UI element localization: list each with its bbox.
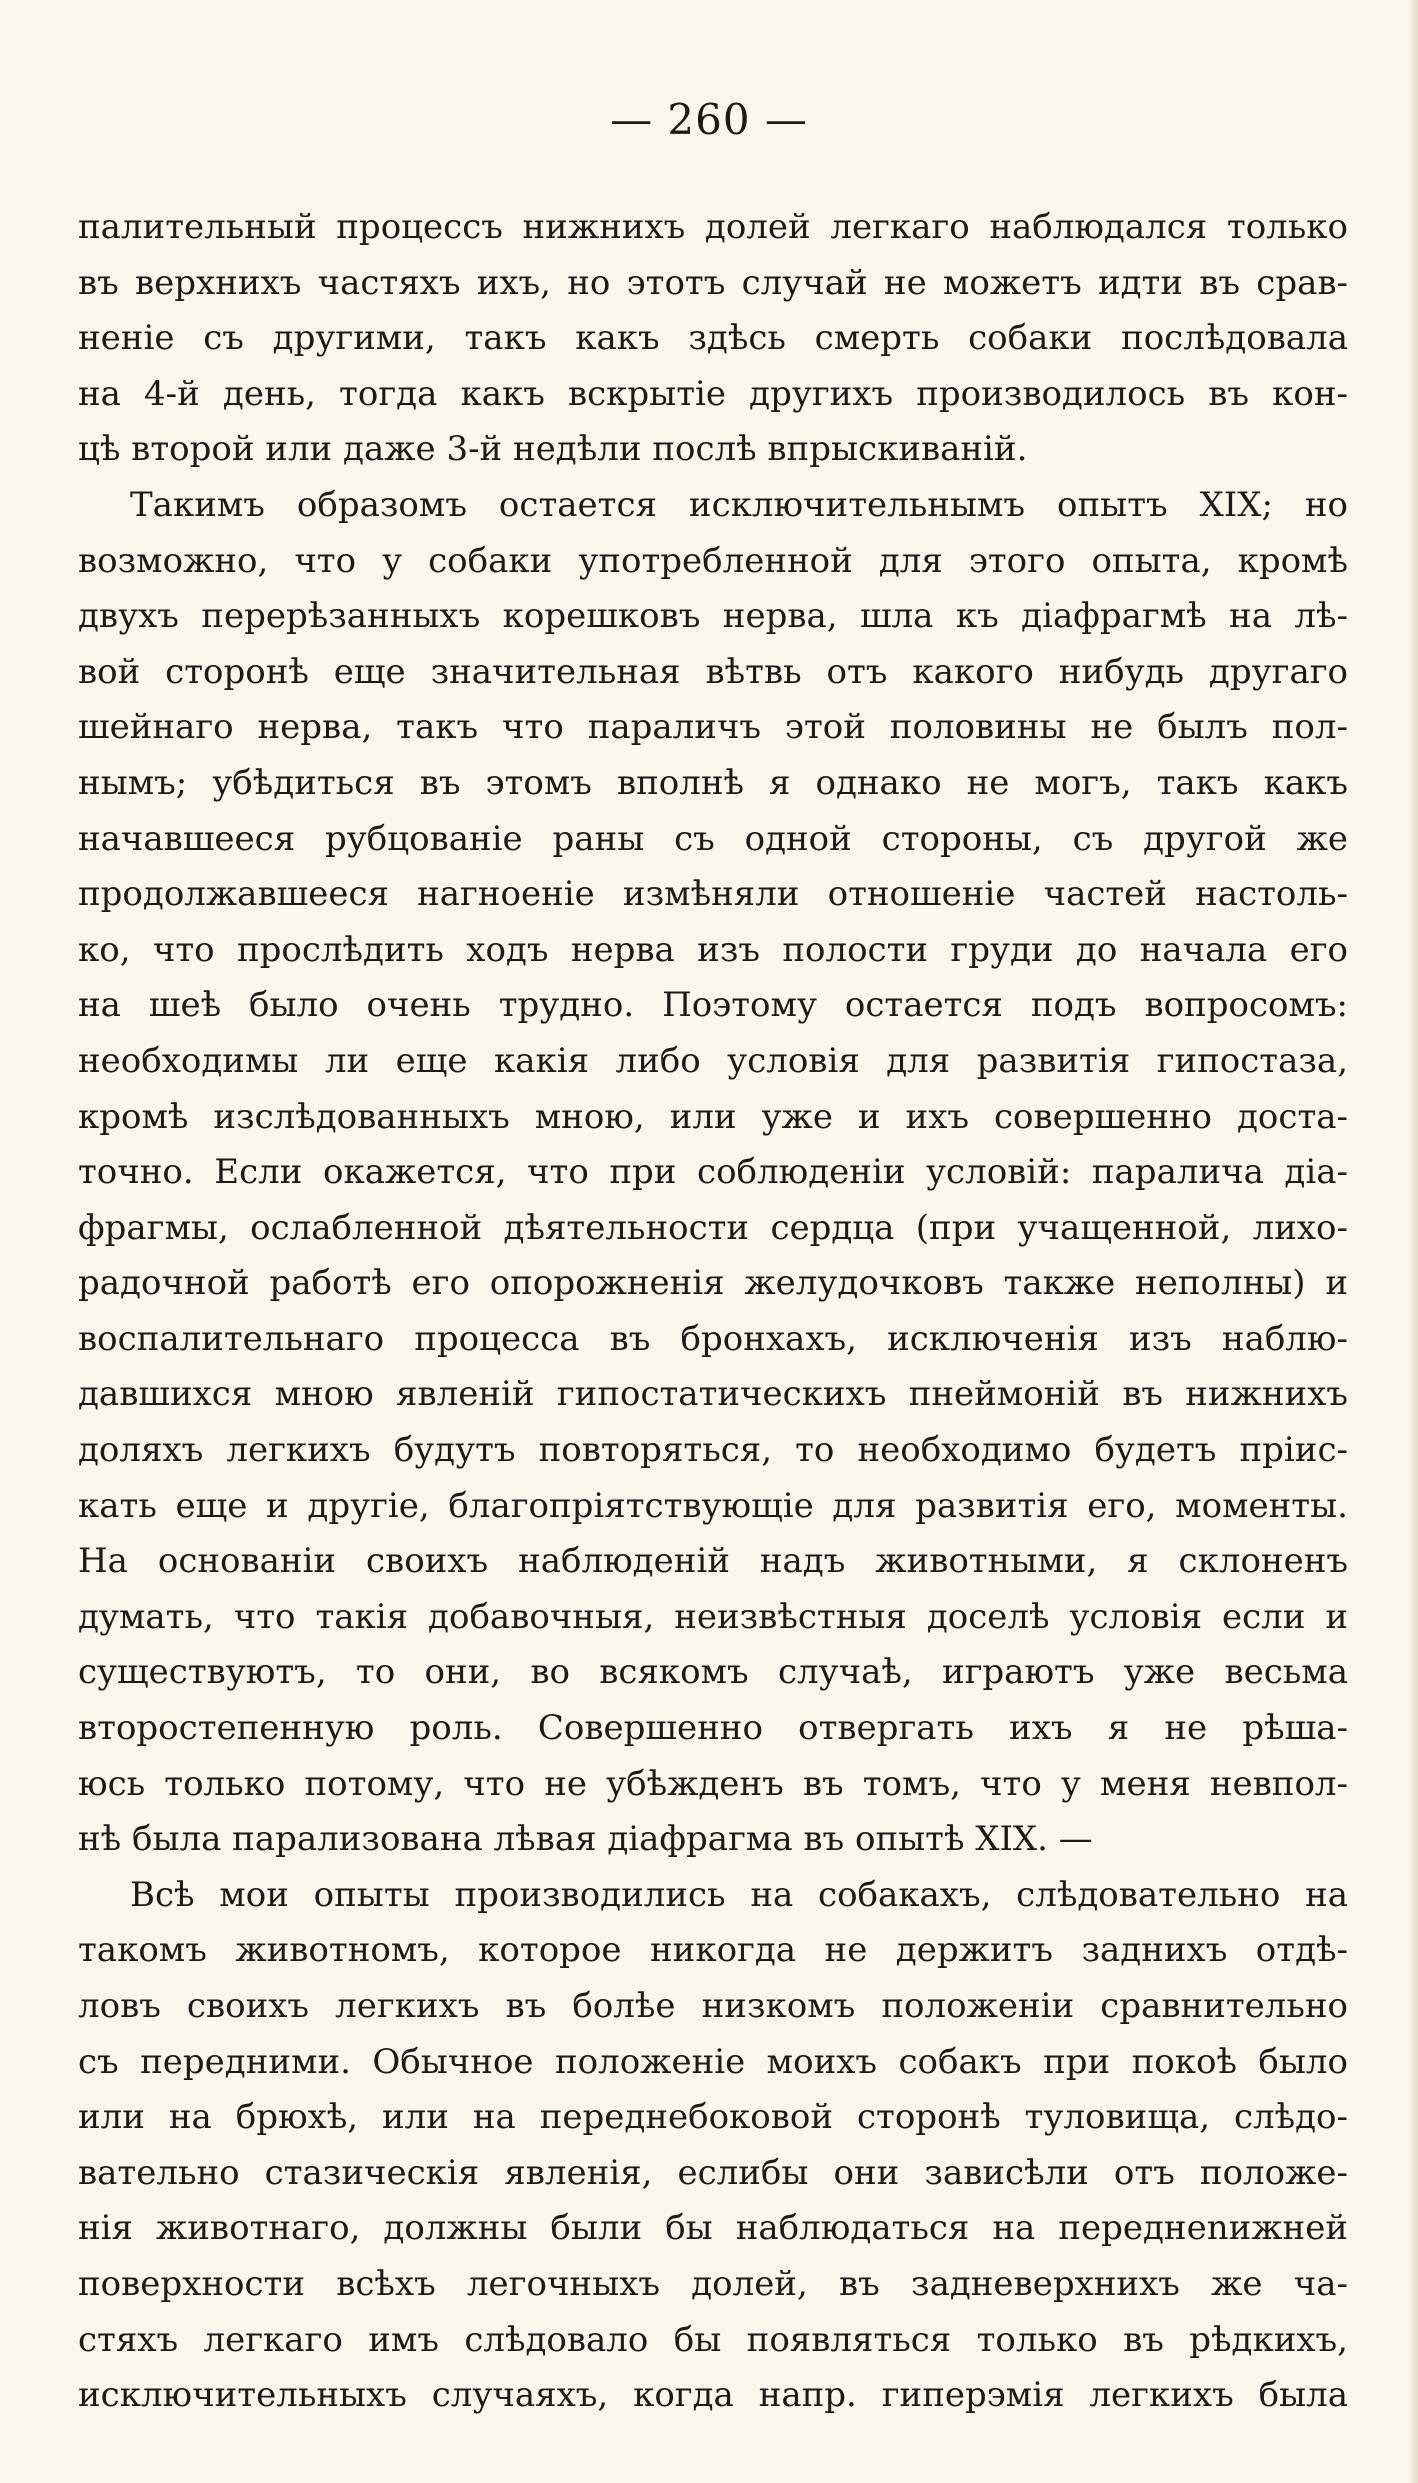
- text-line: необходимы ли еще какія либо условія для развитія гипостаза,: [78, 1040, 1348, 1081]
- text-line: начавшееся рубцованіе раны съ одной стороны, съ другой же: [78, 818, 1348, 859]
- text-line: съ передними. Обычное положеніе моихъ собакъ при покоѣ было: [78, 2041, 1348, 2082]
- page-number: — 260 —: [610, 95, 808, 144]
- text-line: или на брюхѣ, или на переднебоковой сторонѣ туловища, слѣдо-: [78, 2097, 1348, 2138]
- paragraph-start: Такимъ образомъ остается исключительнымъ опытъ XIX; но: [130, 484, 1348, 525]
- text-line: давшихся мною явленій гипостатическихъ пнеймоній въ нижнихъ: [78, 1374, 1348, 1415]
- text-line: нымъ; убѣдиться въ этомъ вполнѣ я однако не могъ, такъ какъ: [78, 762, 1348, 803]
- page-edge-shadow: [1408, 0, 1418, 2483]
- text-line: вой сторонѣ еще значительная вѣтвь отъ какого нибудь другаго: [78, 651, 1348, 692]
- text-line: возможно, что у собаки употребленной для этого опыта, кромѣ: [78, 540, 1348, 581]
- text-line: на шеѣ было очень трудно. Поэтому остается подъ вопросомъ:: [78, 985, 1348, 1026]
- text-line: вательно стазическія явленія, еслибы они зависѣли отъ положе-: [78, 2152, 1348, 2193]
- text-line: думать, что такія добавочныя, неизвѣстныя доселѣ условія если и: [78, 1596, 1348, 1637]
- text-line: палительный процессъ нижнихъ долей легкаго наблюдался только: [78, 207, 1348, 247]
- text-line: ко, что прослѣдить ходъ нерва изъ полости груди до начала его: [78, 929, 1348, 970]
- text-line: второстепенную роль. Совершенно отвергать ихъ я не рѣша-: [78, 1708, 1348, 1749]
- text-line: радочной работѣ его опорожненія желудочковъ также неполны) и: [78, 1263, 1348, 1304]
- text-line: кромѣ изслѣдованныхъ мною, или уже и ихъ совершенно доста-: [78, 1096, 1348, 1137]
- text-line: нія животнаго, должны были бы наблюдаться на переднenижней: [78, 2208, 1348, 2249]
- text-line: продолжавшееся нагноеніе измѣняли отношеніе частей настоль-: [78, 874, 1348, 915]
- text-line: доляхъ легкихъ будутъ повторяться, то необходимо будетъ пріис-: [78, 1430, 1348, 1471]
- text-line: на 4-й день, тогда какъ вскрытіе другихъ производилось въ кон-: [78, 373, 1348, 414]
- text-line: стяхъ легкаго имъ слѣдовало бы появляться только въ рѣдкихъ,: [78, 2319, 1348, 2360]
- text-line: шейнаго нерва, такъ что параличъ этой половины не былъ пол-: [78, 707, 1348, 748]
- text-line: исключительныхъ случаяхъ, когда напр. гиперэмія легкихъ была: [78, 2375, 1348, 2416]
- body-text: [78, 200, 1348, 2424]
- text-line: нѣ была парализована лѣвая діафрагма въ опытѣ XIX. —: [78, 1819, 1093, 1860]
- text-line: двухъ перерѣзанныхъ корешковъ нерва, шла къ діафрагмѣ на лѣ-: [78, 596, 1348, 637]
- text-line: въ верхнихъ частяхъ ихъ, но этотъ случай не можетъ идти въ срав-: [78, 262, 1348, 303]
- text-line: неніе съ другими, такъ какъ здѣсь смерть собаки послѣдовала: [78, 318, 1348, 359]
- text-line: такомъ животномъ, которое никогда не держитъ заднихъ отдѣ-: [78, 1930, 1348, 1971]
- text-line: юсь только потому, что не убѣжденъ въ томъ, что у меня невпол-: [78, 1763, 1348, 1804]
- text-line: точно. Если окажется, что при соблюденіи условій: паралича діа-: [78, 1152, 1348, 1193]
- text-line: На основаніи своихъ наблюденій надъ животными, я склоненъ: [78, 1541, 1348, 1582]
- text-line: воспалительнаго процесса въ бронхахъ, исключенія изъ наблю-: [78, 1318, 1348, 1359]
- text-line: фрагмы, ослабленной дѣятельности сердца (при учащенной, лихо-: [78, 1207, 1348, 1248]
- text-line: цѣ второй или даже 3-й недѣли послѣ впрыскиваній.: [78, 429, 1028, 470]
- text-line: кать еще и другіе, благопріятствующіе для развитія его, моменты.: [78, 1485, 1348, 1526]
- text-line: ловъ своихъ легкихъ въ болѣе низкомъ положеніи сравнительно: [78, 1986, 1348, 2026]
- paragraph-start: Всѣ мои опыты производились на собакахъ, слѣдовательно на: [130, 1874, 1348, 1915]
- text-line: существуютъ, то они, во всякомъ случаѣ, играютъ уже весьма: [78, 1652, 1348, 1693]
- text-line: поверхности всѣхъ легочныхъ долей, въ задневерхнихъ же ча-: [78, 2263, 1348, 2304]
